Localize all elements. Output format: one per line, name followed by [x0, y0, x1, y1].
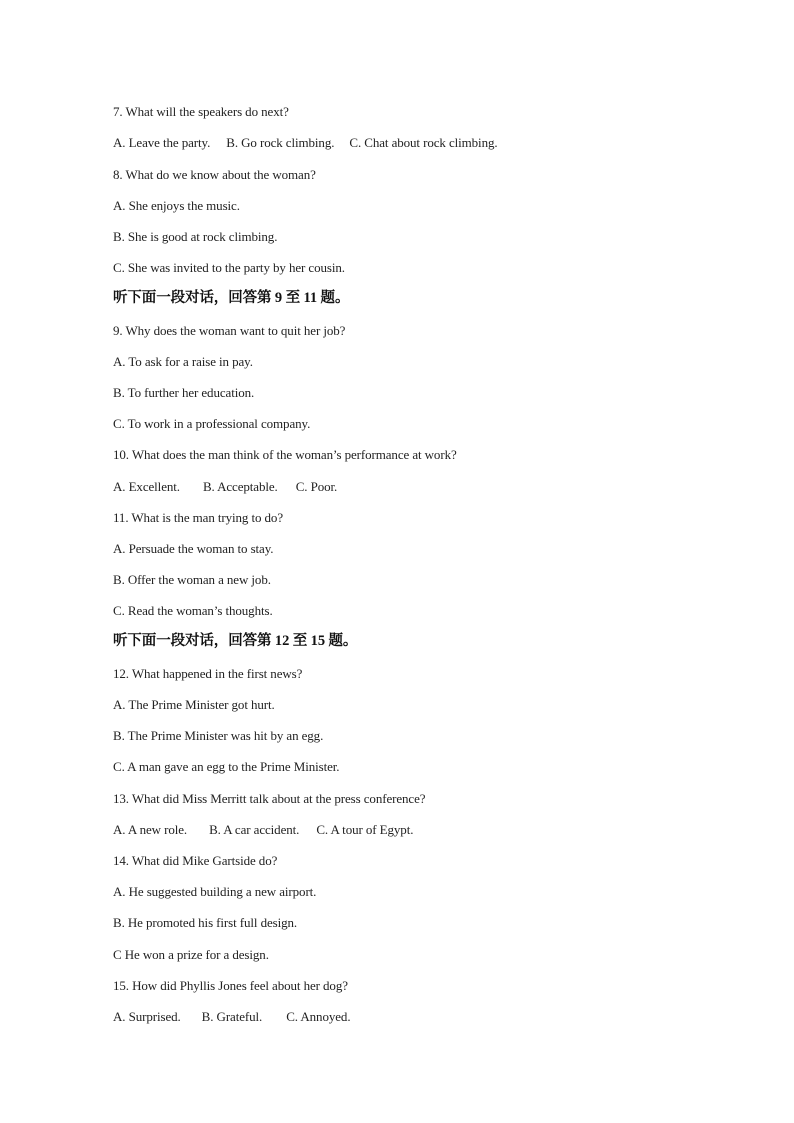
- answer-option: B. Offer the woman a new job.: [113, 572, 271, 587]
- question-text: 11. What is the man trying to do?: [113, 510, 284, 525]
- answer-option: B. The Prime Minister was hit by an egg.: [113, 728, 324, 743]
- answer-options-row: [113, 135, 498, 151]
- question-text: 12. What happened in the first news?: [113, 666, 303, 681]
- answer-options-row: [113, 479, 337, 495]
- answer-option: C. She was invited to the party by her cousin.: [113, 260, 345, 275]
- question-text: 9. Why does the woman want to quit her job?: [113, 323, 346, 338]
- question-text: 14. What did Mike Gartside do?: [113, 853, 278, 868]
- answer-option: C. Read the woman’s thoughts.: [113, 603, 273, 618]
- answer-option: A. To ask for a raise in pay.: [113, 354, 253, 369]
- answer-option: A. Excellent.: [113, 479, 180, 494]
- answer-option: A. Persuade the woman to stay.: [113, 541, 274, 556]
- answer-option: B. To further her education.: [113, 385, 255, 400]
- answer-option: C. Poor.: [295, 479, 338, 494]
- answer-option: A. Surprised.: [113, 1009, 181, 1024]
- question-text: 15. How did Phyllis Jones feel about her dog?: [113, 978, 348, 993]
- section-heading: 听下面一段对话，回答第 9 至 11 题。: [113, 290, 350, 306]
- question-text: 7. What will the speakers do next?: [113, 104, 289, 119]
- question-text: 8. What do we know about the woman?: [113, 167, 316, 182]
- answer-option: B. She is good at rock climbing.: [113, 229, 278, 244]
- section-heading: 听下面一段对话，回答第 12 至 15 题。: [113, 633, 358, 649]
- answer-option: A. A new role.: [113, 822, 188, 837]
- answer-options-row: [113, 1009, 350, 1025]
- answer-option: B. Go rock climbing.: [226, 135, 335, 150]
- answer-option: B. Grateful.: [201, 1009, 263, 1024]
- answer-options-row: [113, 822, 413, 838]
- answer-option: C. A man gave an egg to the Prime Minister.: [113, 759, 340, 774]
- answer-option: B. He promoted his first full design.: [113, 915, 298, 930]
- answer-option: A. He suggested building a new airport.: [113, 884, 317, 899]
- question-text: 13. What did Miss Merritt talk about at the press conference?: [113, 791, 426, 806]
- answer-option: C. To work in a professional company.: [113, 416, 311, 431]
- answer-option: C. Chat about rock climbing.: [349, 135, 498, 150]
- answer-option: C He won a prize for a design.: [113, 947, 269, 962]
- answer-option: C. Annoyed.: [286, 1009, 351, 1024]
- answer-option: A. She enjoys the music.: [113, 198, 240, 213]
- answer-option: B. A car accident.: [209, 822, 300, 837]
- answer-option: A. The Prime Minister got hurt.: [113, 697, 275, 712]
- answer-option: A. Leave the party.: [113, 135, 211, 150]
- answer-option: C. A tour of Egypt.: [316, 822, 414, 837]
- answer-option: B. Acceptable.: [202, 479, 278, 494]
- question-text: 10. What does the man think of the woman’s performance at work?: [113, 447, 457, 462]
